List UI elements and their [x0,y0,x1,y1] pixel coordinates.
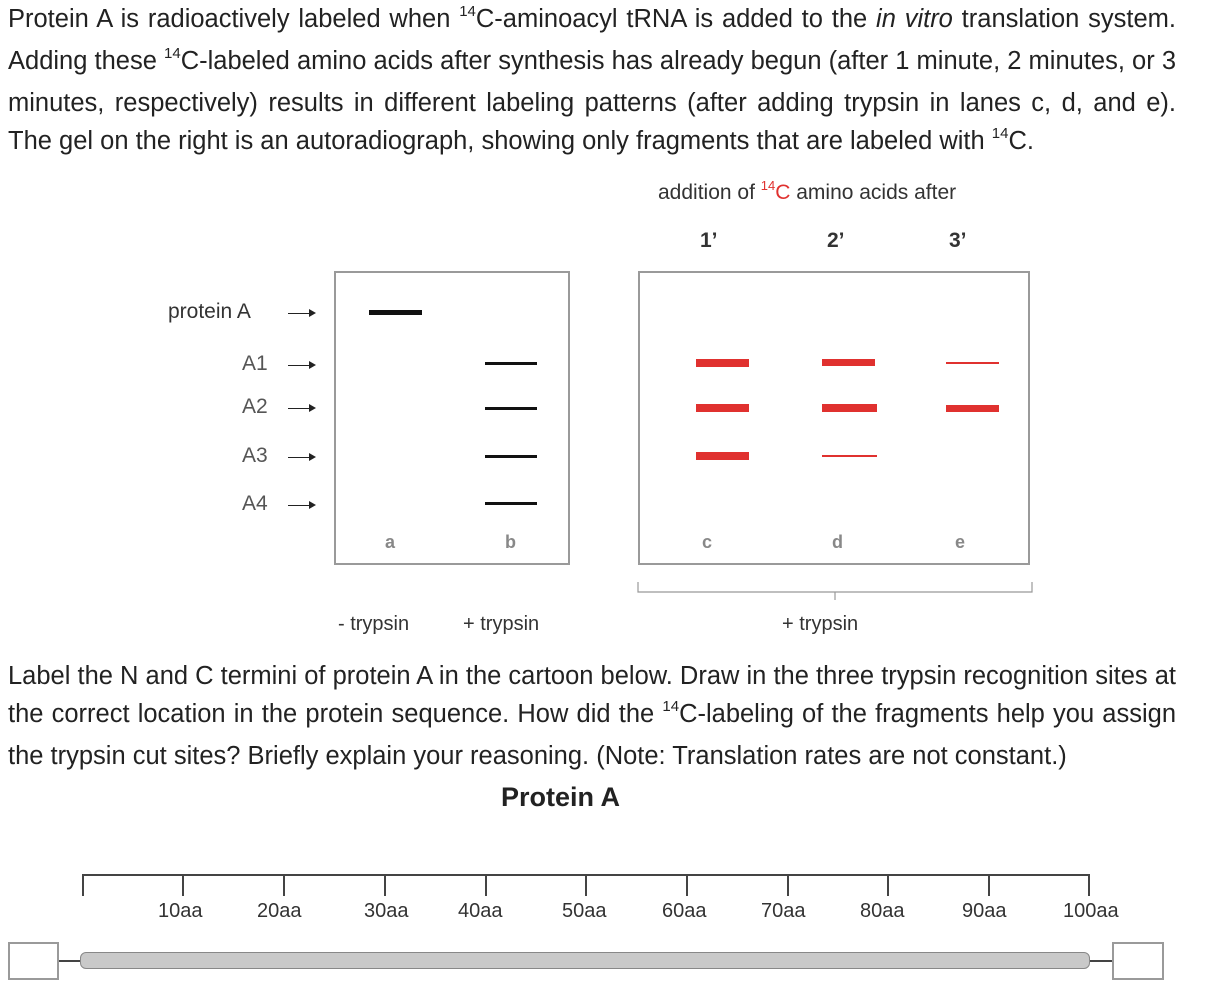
cartoon-title: Protein A [501,782,621,812]
question-paragraph-2: Label the N and C termini of protein A in the cartoon below. Draw in the three trypsin recognition sites at the correct location in the protein sequence. How did the $^{14}$C-labeling of the fragments help you assign the trypsin cut sites? Briefly explain your reasoning. (Note: Translation rates are not constant.) [8,662,1177,770]
lane-label-e: e [955,532,966,552]
band-label-a1: A1 [242,352,268,375]
treatment-plus-trypsin-right: + trypsin [782,613,859,635]
band-label-protein-a: protein A [168,300,251,323]
gel-autoradiograph [638,271,1030,565]
ruler-tick [384,874,386,896]
ruler-label-20aa: 20aa [257,900,302,922]
band-lane-a-protein-a [369,310,422,315]
ruler-tick [485,874,487,896]
arrow-icon [288,505,314,506]
brace-icon [636,582,1034,606]
band-lane-d-a3 [822,455,877,457]
addition-header: addition of $^{14}$C amino acids after [658,178,957,204]
ruler-tick [988,874,990,896]
band-lane-b-a1 [485,362,537,365]
band-lane-e-a1 [946,362,999,364]
ruler-label-30aa: 30aa [364,900,409,922]
gel-stained [334,271,570,565]
band-label-a3: A3 [242,444,268,467]
time-3min: 3’ [949,229,967,252]
ruler-label-50aa: 50aa [562,900,607,922]
band-lane-b-a2 [485,407,537,410]
connector-left [59,960,81,962]
band-label-a2: A2 [242,395,268,418]
band-label-a4: A4 [242,492,268,515]
protein-bar [80,952,1090,969]
ruler-tick [1088,874,1090,896]
ruler-tick [283,874,285,896]
band-lane-d-a2 [822,404,877,412]
band-lane-c-a3 [696,452,749,460]
time-1min: 1’ [700,229,718,252]
band-lane-b-a3 [485,455,537,458]
arrow-icon [288,313,314,314]
arrow-icon [288,365,314,366]
connector-right [1090,960,1112,962]
ruler-label-70aa: 70aa [761,900,806,922]
n-terminus-box[interactable] [8,942,59,980]
ruler-tick [787,874,789,896]
band-lane-e-a2 [946,405,999,412]
ruler-label-100aa: 100aa [1063,900,1119,922]
c-terminus-box[interactable] [1112,942,1164,980]
lane-label-a: a [385,532,396,552]
band-lane-b-a4 [485,502,537,505]
ruler-label-10aa: 10aa [158,900,203,922]
ruler-tick [887,874,889,896]
arrow-icon [288,457,314,458]
ruler-label-40aa: 40aa [458,900,503,922]
time-2min: 2’ [827,229,845,252]
treatment-minus-trypsin: - trypsin [338,613,410,635]
lane-label-b: b [505,532,516,552]
ruler-label-90aa: 90aa [962,900,1007,922]
band-lane-c-a2 [696,404,749,412]
treatment-plus-trypsin-left: + trypsin [463,613,540,635]
lane-label-d: d [832,532,843,552]
ruler-tick [686,874,688,896]
lane-label-c: c [702,532,713,552]
ruler-tick [182,874,184,896]
band-lane-d-a1 [822,359,875,366]
ruler-label-80aa: 80aa [860,900,905,922]
question-paragraph-1: Protein A is radioactively labeled when $^{14}$C-aminoacyl tRNA is added to the in vitro translation system. Adding these $^{14}$C-labeled amino acids after synthesis has already begun (after 1 minute, 2 minutes, or 3 minutes, respectively) results in different labeling patterns (after adding trypsin in lanes c, d, and e). The gel on the right is an autoradiograph, showing only fragments that are labeled with $^{14}$C. [8,3,1176,155]
band-lane-c-a1 [696,359,749,367]
ruler-tick [585,874,587,896]
ruler-tick [82,874,84,896]
arrow-icon [288,408,314,409]
ruler-label-60aa: 60aa [662,900,707,922]
